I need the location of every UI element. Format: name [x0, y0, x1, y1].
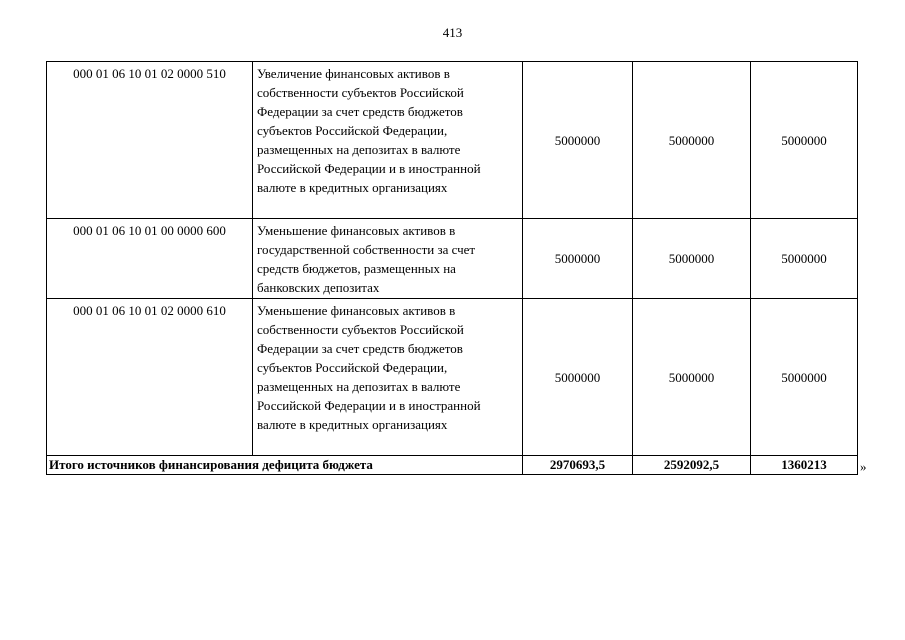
- total-year1-cell: 2970693,5: [523, 456, 633, 475]
- description-cell: Уменьшение финансовых активов в собственности субъектов Российской Федерации за счет средств бюджетов субъектов Российской Федерации, размещенных на депозитах в валюте Российской Федерации и в иностранной валюте в кредитных организациях: [253, 299, 523, 456]
- table-row: [47, 62, 858, 219]
- value-year2-cell: 5000000: [633, 219, 751, 299]
- total-label: Итого источников финансирования дефицита бюджета: [47, 456, 523, 475]
- value-year3-cell: 5000000: [751, 299, 858, 456]
- value-year1-cell: 5000000: [523, 62, 633, 219]
- value-year3-cell: 5000000: [751, 219, 858, 299]
- description-cell: Уменьшение финансовых активов в государственной собственности за счет средств бюджетов, размещенных на банковских депозитах: [253, 219, 523, 299]
- table-row: [47, 219, 858, 299]
- total-year3-cell: 1360213: [751, 456, 858, 475]
- description-cell: Увеличение финансовых активов в собственности субъектов Российской Федерации за счет средств бюджетов субъектов Российской Федерации, размещенных на депозитах в валюте Российской Федерации и в иностранной валюте в кредитных организациях: [253, 62, 523, 219]
- table-row: [47, 299, 858, 456]
- value-year3-cell: 5000000: [751, 62, 858, 219]
- value-year1-cell: 5000000: [523, 219, 633, 299]
- budget-code-cell: 000 01 06 10 01 02 0000 610: [47, 299, 253, 456]
- page-number: 413: [442, 25, 463, 40]
- value-year2-cell: 5000000: [633, 62, 751, 219]
- total-year2-cell: 2592092,5: [633, 456, 751, 475]
- budget-code-cell: 000 01 06 10 01 00 0000 600: [47, 219, 253, 299]
- value-year2-cell: 5000000: [633, 299, 751, 456]
- value-year1-cell: 5000000: [523, 299, 633, 456]
- budget-code-cell: 000 01 06 10 01 02 0000 510: [47, 62, 253, 219]
- total-row: [47, 456, 858, 475]
- closing-quote-mark: »: [860, 459, 867, 474]
- budget-sources-table: [46, 61, 858, 475]
